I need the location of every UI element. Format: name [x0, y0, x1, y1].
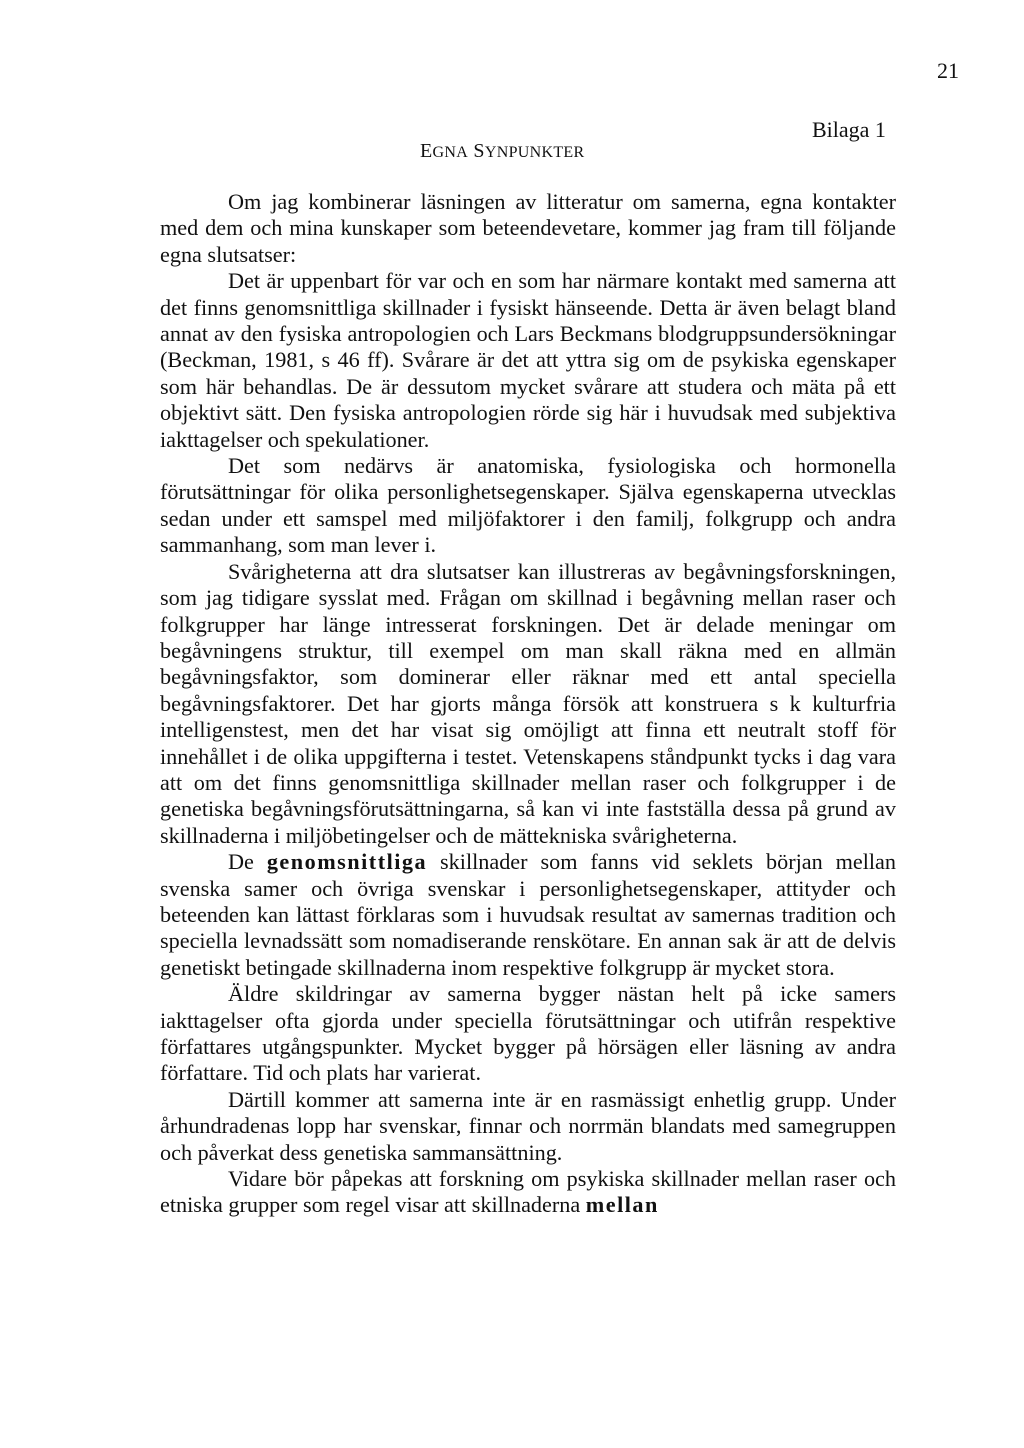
paragraph-7: Därtill kommer att samerna inte är en rasmässigt enhetlig grupp. Under århundradenas lopp har svenskar, finnar och norrmän blandats med samegruppen och påverkat dess genetiska sammansättning.: [160, 1086, 896, 1165]
paragraph-5-emphasis: genomsnittliga: [266, 849, 428, 875]
body-text: [160, 189, 896, 1219]
paragraph-3: Det som nedärvs är anatomiska, fysiologiska och hormonella förutsättningar för olika personlighetsegenskaper. Själva egenskaperna utvecklas sedan under ett samspel med miljöfaktorer i den familj, folkgrupp och andra sammanhang, som man lever i.: [160, 453, 896, 558]
paragraph-2: Det är uppenbart för var och en som har närmare kontakt med samerna att det finns genomsnittliga skillnader i fysiskt hänseende. Detta är även belagt bland annat av den fysiska antropologien och Lars Beckmans blodgruppsundersökningar (Beckman, 1981, s 46 ff). Svårare är det att yttra sig om de psykiska egenskaper som här behandlas. De är dessutom mycket svårare att studera och mäta på ett objektivt sätt. Den fysiska antropologien rörde sig här i huvudsak med subjektiva iakttagelser och spekulationer.: [160, 268, 896, 452]
heading-word-2-rest: YNPUNKTER: [484, 144, 585, 161]
paragraph-1: Om jag kombinerar läsningen av litteratur om samerna, egna kontakter med dem och mina kunskaper som beteendevetare, kommer jag fram till följande egna slutsatser:: [160, 189, 896, 267]
paragraph-5-start: De: [228, 849, 254, 875]
appendix-label: Bilaga 1: [812, 117, 886, 142]
page-number: 21: [937, 58, 959, 83]
section-heading: [420, 140, 584, 163]
heading-initial-2: S: [473, 140, 485, 162]
paragraph-8-emphasis: mellan: [585, 1192, 659, 1218]
paragraph-6: Äldre skildringar av samerna bygger nästan helt på icke samers iakttagelser ofta gjorda under speciella förutsättningar och utifrån respektive författares utgångspunkter. Mycket bygger på hörsägen eller läsning av andra författare. Tid och plats har varierat.: [160, 981, 896, 1086]
heading-word-1-rest: GNA: [432, 144, 469, 161]
paragraph-8: [160, 1166, 896, 1219]
paragraph-8-start: Vidare bör påpekas att forskning om psykiska skillnader mellan raser och etniska grupper som regel visar att skillnaderna: [160, 1166, 896, 1218]
paragraph-5-rest: skillnader som fanns vid seklets början mellan svenska samer och övriga svenskar i personlighetsegenskaper, attityder och beteenden kan lättast förklaras som i huvudsak resultat av samernas tradition och speciella levnadssätt som nomadiserande renskötare. En annan sak är att de delvis genetiskt betingade skillnaderna inom respektive folkgrupp är mycket stora.: [160, 849, 896, 980]
paragraph-5: [160, 849, 896, 981]
paragraph-4: Svårigheterna att dra slutsatser kan illustreras av begåvningsforskningen, som jag tidigare sysslat med. Frågan om skillnad i begåvning mellan raser och folkgrupper har länge intresserat forskningen. Det är delade meningar om begåvningens struktur, till exempel om man skall räkna med en allmän begåvningsfaktor, som dominerar eller räknar med ett antal speciella begåvningsfaktorer. Det har gjorts många försök att konstruera s k kulturfria intelligenstest, men det har visat sig omöjligt att finna ett neutralt stoff för innehållet i de olika uppgifterna i testet. Vetenskapens ståndpunkt tycks i dag vara att om det finns genomsnittliga skillnader mellan raser och folkgrupper i de genetiska begåvningsförutsättningarna, så kan vi inte fastställa dessa på grund av skillnaderna i miljöbetingelser och de mättekniska svårigheterna.: [160, 558, 896, 848]
heading-initial-1: E: [420, 140, 433, 162]
